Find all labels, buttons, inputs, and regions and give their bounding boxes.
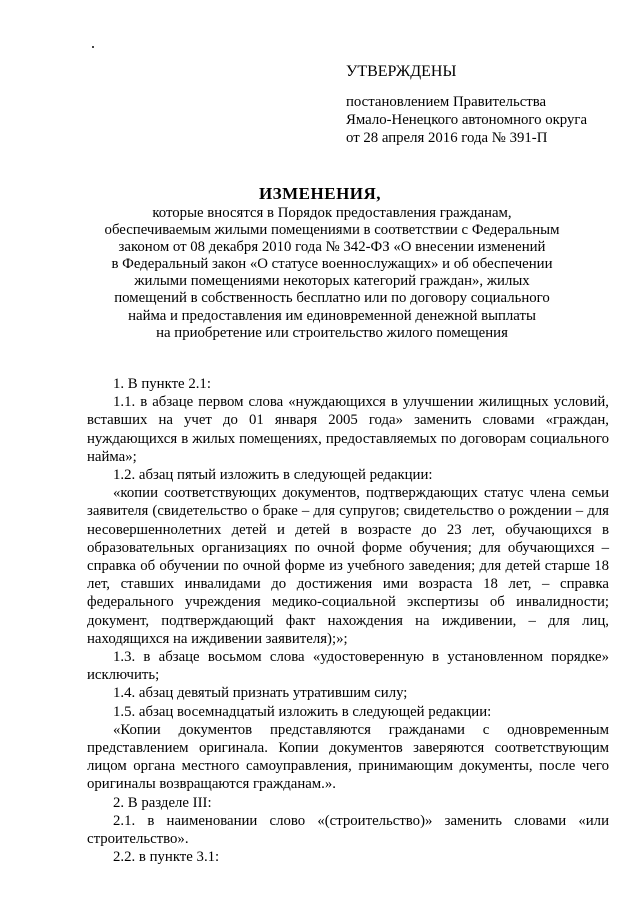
paragraph-1-1: 1.1. в абзаце первом слова «нуждающихся в улучшении жилищных условий, вставших на учет до 01 января 2005 года» заменить словами «граждан, нуждающихся в жилых помещениях, предоставляемых по договорам социального найма»; [87, 394, 609, 465]
subtitle-line: обеспечиваемым жилыми помещениями в соответствии с Федеральным [104, 222, 560, 239]
approved-heading: УТВЕРЖДЕНЫ [346, 63, 457, 80]
document-title: ИЗМЕНЕНИЯ, [258, 184, 382, 203]
decree-line: постановлением Правительства [346, 94, 547, 110]
paragraph-2: 2. В разделе III: [113, 794, 212, 811]
document-body [87, 375, 609, 866]
paragraph-1-5: 1.5. абзац восемнадцатый изложить в следующей редакции: [113, 703, 492, 720]
document-subtitle [96, 205, 568, 342]
decree-line: от 28 апреля 2016 года № 391-П [346, 130, 548, 146]
subtitle-line: помещений в собственность бесплатно или по договору социального [114, 290, 550, 307]
subtitle-line: в Федеральный закон «О статусе военнослужащих» и об обеспечении [111, 256, 553, 273]
subtitle-line: которые вносятся в Порядок предоставления гражданам, [152, 205, 512, 221]
paragraph-2-2: 2.2. в пункте 3.1: [113, 849, 220, 866]
paragraph-1-2: 1.2. абзац пятый изложить в следующей редакции: [113, 467, 433, 484]
paragraph-2-1: 2.1. в наименовании слово «(строительство)» заменить словами «или строительство». [87, 812, 609, 848]
paragraph-1-4: 1.4. абзац девятый признать утратившим силу; [113, 685, 408, 702]
subtitle-line: найма и предоставления им единовременной денежной выплаты [128, 307, 536, 324]
subtitle-line: законом от 08 декабря 2010 года № 342-ФЗ «О внесении изменений [118, 239, 546, 256]
paragraph-1: 1. В пункте 2.1: [113, 376, 211, 392]
decree-reference [346, 93, 626, 147]
scan-speck [92, 46, 94, 48]
paragraph-quote-copies: «Копии документов представляются гражданами с одновременным представлением оригинала. Копии документов заверяются соответствующим лицом органа местного самоуправления, принимающим документы, после чего оригиналы возвращаются гражданам.». [87, 721, 609, 793]
decree-line: Ямало-Ненецкого автономного округа [346, 112, 588, 128]
paragraph-1-3: 1.3. в абзаце восьмом слова «удостоверенную в установленном порядке» исключить; [87, 649, 609, 684]
subtitle-line: на приобретение или строительство жилого помещения [156, 324, 508, 341]
paragraph-quote-documents: «копии соответствующих документов, подтверждающих статус члена семьи заявителя (свидетельство о браке – для супругов; свидетельство о рождении – для несовершеннолетних детей и детей в возрасте до 23 лет, обучающихся в образовательных организациях по очной форме обучения; для обучающихся – справка об обучении по очной форме из учебного заведения; для детей старше 18 лет, ставших инвалидами до достижения ими возраста 18 лет, – справка федерального учреждения медико-социальной экспертизы об инвалидности; документ, подтверждающий факт нахождения на иждивении, – для лиц, находящихся на иждивении заявителя);»; [87, 485, 609, 647]
subtitle-line: жилыми помещениями некоторых категорий граждан», жилых [134, 273, 530, 290]
